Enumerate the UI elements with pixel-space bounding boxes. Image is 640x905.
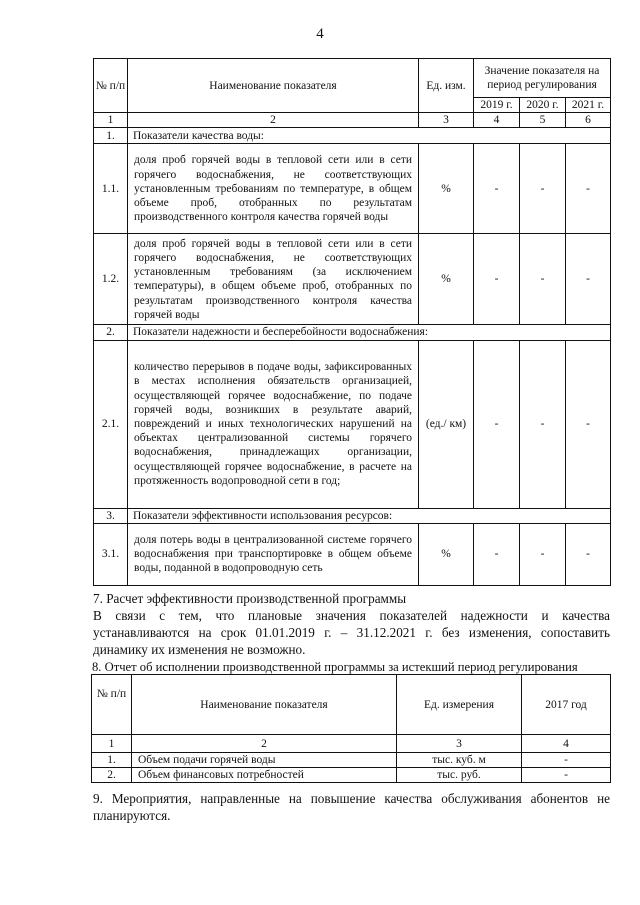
col-number: 4 [474,113,520,128]
section-8-heading: 8. Отчет об исполнении производственной программы за истекший период регулирования [92,660,578,674]
row-num: 3.1. [94,523,128,585]
row-value: - [520,234,566,325]
row-value: - [522,753,611,768]
section-title: Показатели надежности и бесперебойности водоснабжения: [128,325,611,340]
row-value: - [566,234,611,325]
row-value: - [474,523,520,585]
report-table [91,674,611,783]
row-num: 1.1. [94,144,128,234]
col-number: 4 [522,735,611,753]
section-num: 2. [94,325,128,340]
header-period: Значение показателя на период регулирования [474,59,611,98]
header-name: Наименование показателя [132,675,397,735]
header-name: Наименование показателя [128,59,419,113]
row-value: - [474,340,520,508]
header-num: № п/п [94,59,128,113]
row-value: - [566,523,611,585]
row-description: количество перерывов в подаче воды, зафиксированных в местах исполнения обязательств организацией, осуществляющей горячее водоснабжение, по подаче горячей воды, возникших в результате аварий, повреждений и иных технологических нарушений на объектах централизованной системы горячего водоснабжения, принадлежащих организации, осуществляющей горячее водоснабжение, в расчете на протяженность водопроводной сети в год; [128,340,419,508]
section-7-heading: 7. Расчет эффективности производственной программы [93,591,407,606]
row-value: - [474,234,520,325]
page-number: 4 [316,26,324,42]
row-value: - [520,340,566,508]
col-number: 6 [566,113,611,128]
row-value: - [520,144,566,234]
row-value: - [474,144,520,234]
row-description: доля потерь воды в централизованной системе горячего водоснабжения при транспортировке в общем объеме воды, поданной в водопроводную сеть [128,523,419,585]
section-7-text-line: устанавливаются на срок 01.01.2019 г. – 31.12.2021 г. без изменения, сопоставить [93,625,610,640]
header-num: № п/п [92,675,132,735]
section-7-text-line: В связи с тем, что плановые значения показателей надежности и качества [93,608,610,623]
col-number: 1 [92,735,132,753]
section-title: Показатели эффективности использования ресурсов: [128,508,611,523]
row-unit: % [419,523,474,585]
row-unit: тыс. куб. м [397,753,522,768]
row-num: 2.1. [94,340,128,508]
row-name: Объем финансовых потребностей [132,768,397,783]
section-num: 1. [94,128,128,144]
section-9-text-line: 9. Мероприятия, направленные на повышение качества обслуживания абонентов не [93,791,610,806]
header-year: 2021 г. [566,98,611,113]
row-description: доля проб горячей воды в тепловой сети или в сети горячего водоснабжения, не соответствующих установленным требованиям (за исключением температуры), в общем объеме проб, отобранных по результатам производственного контроля качества горячей воды [128,234,419,325]
col-number: 5 [520,113,566,128]
row-description: доля проб горячей воды в тепловой сети или в сети горячего водоснабжения, не соответствующих установленным требованиям по температуре, в общем объеме проб, отобранных по результатам производственного контроля качества горячей воды [128,144,419,234]
section-num: 3. [94,508,128,523]
col-number: 3 [419,113,474,128]
row-value: - [566,340,611,508]
section-9-text-line: планируются. [93,808,171,823]
row-value: - [566,144,611,234]
col-number: 1 [94,113,128,128]
row-name: Объем подачи горячей воды [132,753,397,768]
header-year: 2020 г. [520,98,566,113]
header-year: 2017 год [522,675,611,735]
header-unit: Ед. изм. [419,59,474,113]
indicators-table [93,58,611,586]
row-value: - [520,523,566,585]
header-year: 2019 г. [474,98,520,113]
section-7-text-line: динамику их изменения не возможно. [93,642,306,657]
row-unit: (ед./ км) [419,340,474,508]
row-unit: % [419,144,474,234]
row-num: 1.2. [94,234,128,325]
section-title: Показатели качества воды: [128,128,611,144]
row-unit: тыс. руб. [397,768,522,783]
col-number: 2 [128,113,419,128]
col-number: 3 [397,735,522,753]
row-num: 1. [92,753,132,768]
row-value: - [522,768,611,783]
row-unit: % [419,234,474,325]
row-num: 2. [92,768,132,783]
col-number: 2 [132,735,397,753]
header-unit: Ед. измерения [397,675,522,735]
